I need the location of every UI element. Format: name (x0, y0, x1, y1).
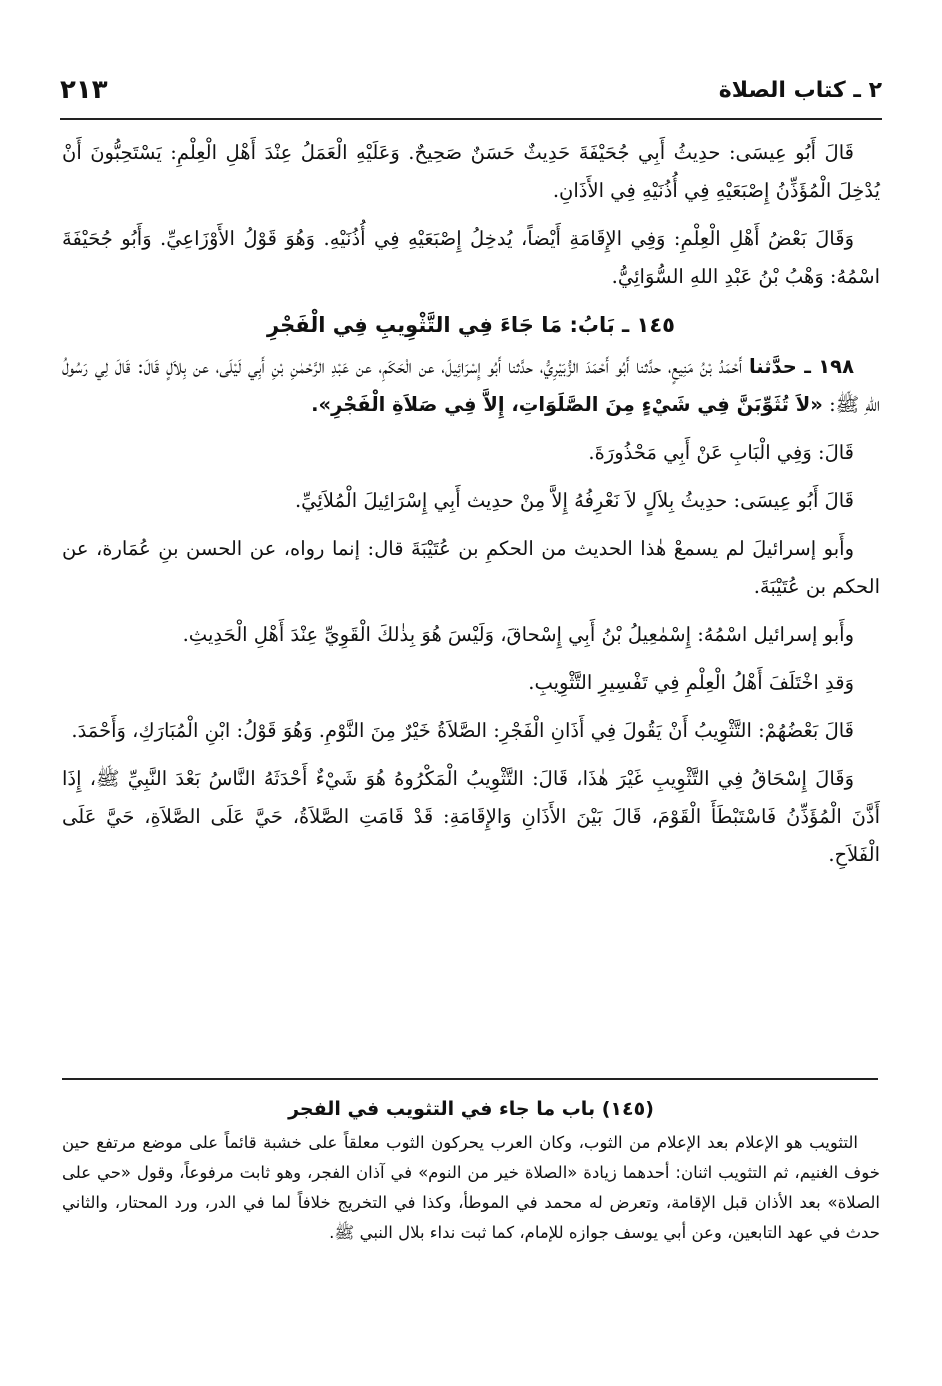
chapter-heading: ١٤٥ ـ بَابُ: مَا جَاءَ فِي التَّثْوِيبِ فِي الْفَجْرِ (267, 313, 675, 337)
chapter-title: ٢ ـ كتاب الصلاة (718, 77, 882, 103)
hadith-matn: «لاَ تُثَوِّبَنَّ فِي شَيْءٍ مِنَ الصَّلَوَاتِ، إِلاَّ فِي صَلاَةِ الْفَجْرِ». (311, 393, 823, 416)
footnote-title: (١٤٥) باب ما جاء في التثويب في الفجر (288, 1098, 654, 1120)
paragraph-3: قَالَ: وَفِي الْبَابِ عَنْ أَبِي مَحْذُورَةَ. (588, 441, 854, 464)
paragraph-1: قَالَ أَبُو عِيسَى: حدِيثُ أَبِي جُحَيْفَةَ حَدِيثٌ حَسَنٌ صَحِيحٌ. وَعَلَيْهِ الْعَمَلُ عِنْدَ أَهْلِ الْعِلْمِ: يَسْتَحِبُّونَ أَنْ يُدْخِلَ الْمُؤَذِّنُ إِصْبَعَيْهِ فِي أُذُنَيْهِ فِي الأَذَانِ. (62, 141, 880, 202)
footnote-text: التثويب هو الإعلام بعد الإعلام من الثوب، وكان العرب يحركون الثوب معلقاً على خشبة قائماً على موضع مرتفع حين خوف الغنيم، ثم التثويب اثنان: أحدهما زيادة «الصلاة خير من النوم» في آذان الفجر، وهو ثابت مرفوعاً، وقول «حي على الصلاة» بعد الأذان قبل الإقامة، وتعرض له محمد في الموطأ، وكذا في التخريج خلافاً لما في الدر، ورد المحتار، والثاني حدث في عهد التابعين، وعن أبي يوسف جوازه للإمام، كما ثبت نداء بلال النبي ﷺ. (62, 1133, 880, 1242)
paragraph-7: وَقدِ اخْتَلَفَ أَهْلُ الْعِلْمِ فِي تَفْسِيرِ التَّثْوِيبِ. (528, 671, 854, 694)
paragraph-5: وأَبو إسرائيلَ لم يسمعْ هٰذا الحديث من الحكمِ بن عُتَيْبَةَ قال: إنما رواه، عن الحسن بنِ عُمَارة، عن الحكم بن عُتَيْبَةَ. (62, 537, 880, 598)
paragraph-4: قَالَ أَبُو عِيسَى: حدِيثُ بِلاَلٍ لاَ نَعْرِفُهُ إِلاَّ مِنْ حدِيث أَبِي إِسْرَائِيلَ الْمُلاَئِيِّ. (294, 489, 854, 512)
hadith-paragraph (62, 348, 880, 424)
page-header (60, 72, 882, 108)
main-text (62, 134, 880, 884)
paragraph-2: وَقَالَ بَعْضُ أَهْلِ الْعِلْمِ: وَفِي الإِقَامَةِ أَيْضاً، يُدخِلُ إِصْبَعَيْهِ فِي أُذُنَيْهِ. وَهُوَ قَوْلُ الأَوْزَاعِيِّ. وَأَبُو جُحَيْفَةَ اسْمُهُ: وَهْبُ بْنُ عَبْدِ اللهِ السُّوَائِيُّ. (62, 227, 880, 288)
hadith-number: ١٩٨ ـ حدَّثنا (748, 355, 854, 378)
paragraph-9: وَقَالَ إِسْحَاقُ فِي التَّثْوِيبِ غَيْرَ هٰذَا، قَالَ: التَّثْوِيبُ الْمَكْرُوهُ هُوَ شَيْءٌ أَحْدَثَهُ النَّاسُ بَعْدَ النَّبِيِّ ﷺ، إِذَا أَذَّنَ الْمُؤَذِّنُ فَاسْتَبْطَأَ الْقَوْمَ، قَالَ بَيْنَ الأَذَانِ وَالإِقَامَةِ: قَدْ قَامَتِ الصَّلاَةُ، حَيَّ عَلَى الصَّلاَةِ، حَيَّ عَلَى الْفَلاَحِ. (62, 767, 880, 866)
paragraph-6: وأَبو إسرائيل اسْمُهُ: إِسْمٰعِيلُ بْنُ أَبِي إِسْحاقَ، وَلَيْسَ هُوَ بِذٰلكَ الْقَوِيِّ عِنْدَ أَهْلِ الْحَدِيثِ. (182, 623, 854, 646)
paragraph-8: قَالَ بَعْضُهُمْ: التَّثْوِيبُ أَنْ يَقُولَ فِي أَذَانِ الْفَجْرِ: الصَّلاَةُ خَيْرٌ مِنَ النَّوْمِ. وَهُوَ قَوْلُ: ابْنِ الْمُبَارَكِ، وَأَحْمَدَ. (71, 719, 854, 742)
footnote-divider (62, 1078, 878, 1080)
hadith-isnad: أَحْمَدُ بْنُ مَنِيعٍ، حدَّثنا أَبُو أَحْمَدَ الزُّبَيْرِيُّ، حدَّثنا أَبُو إِسْرَائِيلَ، عن الْحَكَمِ، عن عَبْدِ الرَّحْمٰنِ بْنِ أَبِي لَيْلَى، عن بِلاَلٍ قَالَ: قَالَ لِي رَسُولُ اللهِ ﷺ: (62, 355, 880, 416)
page-number: ٢١٣ (60, 75, 108, 105)
header-divider (60, 118, 882, 120)
footnote (62, 1094, 880, 1248)
